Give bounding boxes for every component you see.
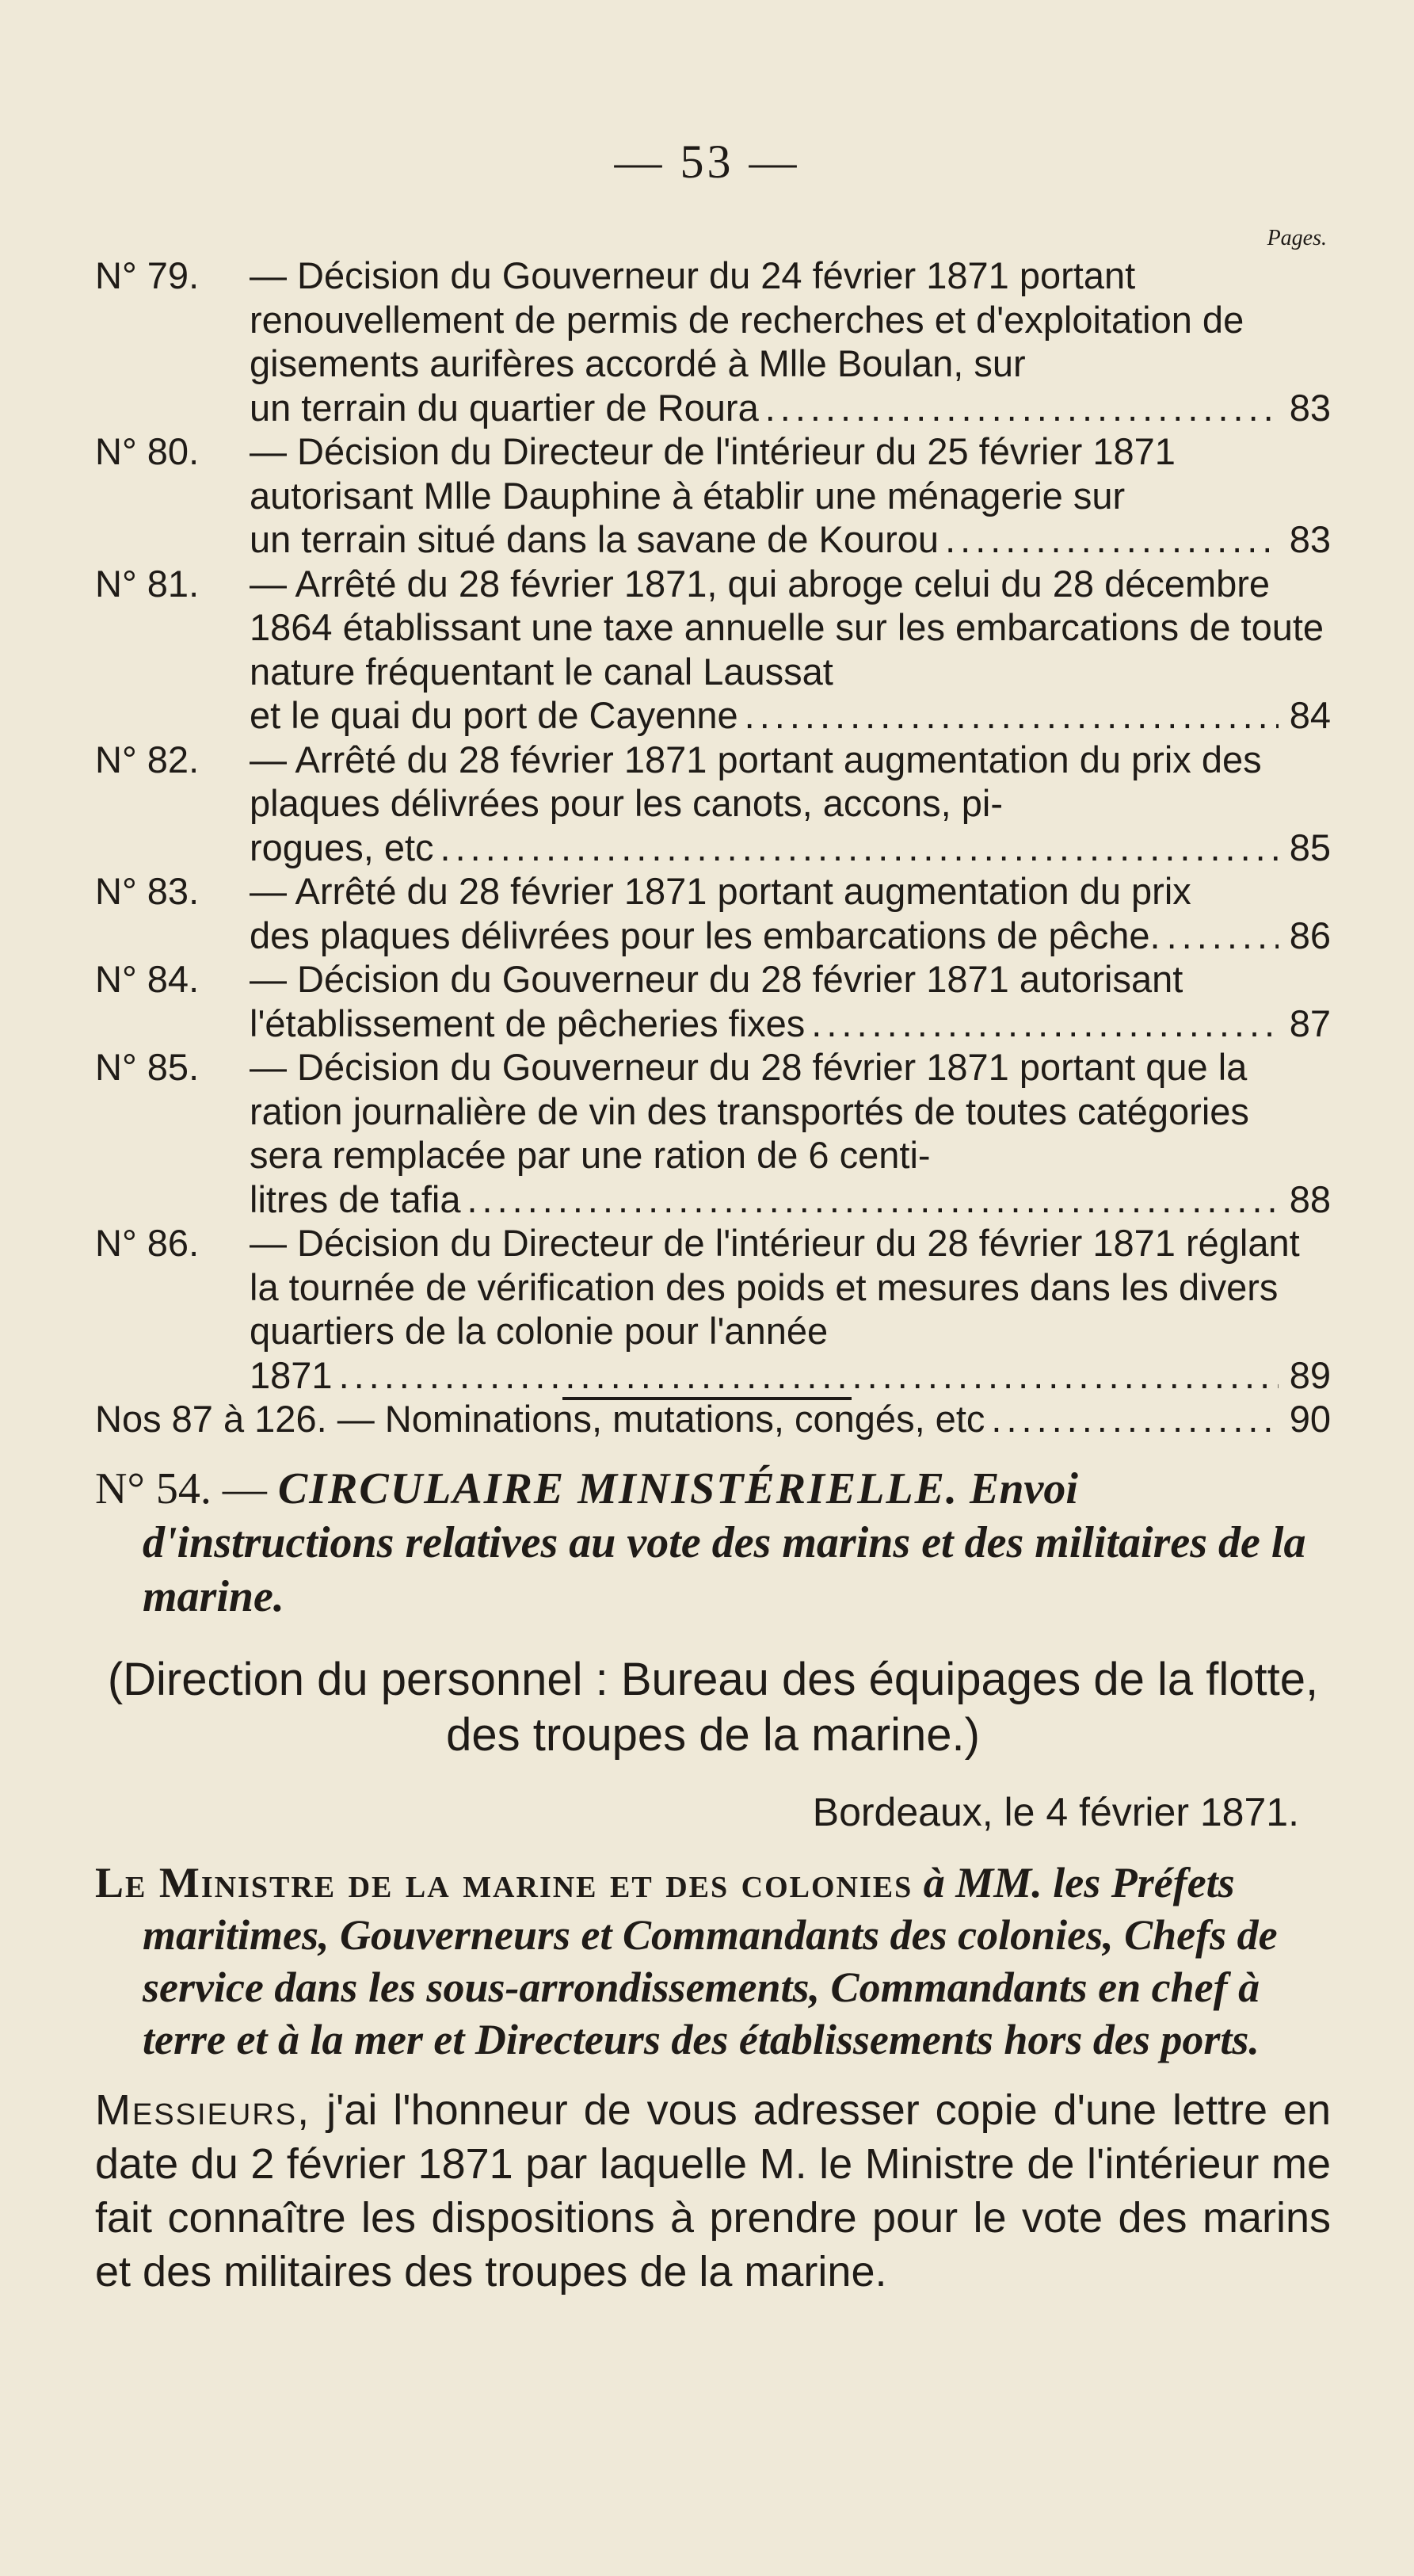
entry-number: N° 84. <box>95 958 200 1000</box>
dot-leader <box>440 826 1279 870</box>
circular-title-rest: Envoi d'instructions relatives au vote des marins et des militaires de la marine. <box>143 1464 1306 1621</box>
dot-leader <box>765 386 1279 430</box>
address-recipients: à MM. les Préfets maritimes, Gouverneurs et Commandants des colonies, Chefs de service dans les sous-arrondissements, Commandants en chef à terre et à la mer et Directeurs des établissements hors des ports. <box>143 1859 1278 2063</box>
section-divider <box>562 1397 852 1400</box>
circular-title <box>95 1462 1331 1624</box>
toc-entry <box>95 429 1331 562</box>
dot-leader <box>745 693 1279 738</box>
entry-number: N° 82. <box>95 738 200 780</box>
toc-entry <box>95 254 1331 429</box>
circular-title-caps: CIRCULAIRE MINISTÉRIELLE. <box>277 1464 959 1513</box>
entry-text: — Décision du Directeur de l'intérieur du 28 février 1871 réglant la tournée de vérification des poids et mesures dans les divers quartiers de la colonie pour l'année <box>250 1222 1300 1352</box>
dot-leader <box>467 1177 1279 1222</box>
entry-number: N° 85. <box>95 1046 200 1088</box>
dot-leader <box>339 1353 1279 1398</box>
entry-last-line: un terrain situé dans la savane de Kourou <box>250 518 939 560</box>
address-block <box>95 1857 1331 2066</box>
entry-last-line: rogues, etc <box>250 826 434 868</box>
salutation: Messieurs, <box>95 2086 311 2134</box>
page-number: — 53 — <box>614 135 800 188</box>
entry-last-line: litres de tafia <box>250 1177 461 1220</box>
dateline: Bordeaux, le 4 février 1871. <box>812 1790 1299 1834</box>
toc-entry <box>95 957 1331 1045</box>
toc-entry <box>95 738 1331 870</box>
entry-text: — Décision du Gouverneur du 28 février 1871 portant que la ration journalière de vin des transportés de toutes catégories sera remplacée par une ration de 6 centi- <box>250 1046 1249 1176</box>
entry-last-line: — Nominations, mutations, congés, etc <box>337 1398 985 1440</box>
entry-page-ref: 83 <box>1289 386 1331 429</box>
entry-text: — Décision du Directeur de l'intérieur du 25 février 1871 autorisant Mlle Dauphine à établir une ménagerie sur <box>250 430 1176 517</box>
entry-number: Nos 87 à 126. <box>95 1398 327 1440</box>
pages-column-label: Pages. <box>1267 226 1327 250</box>
toc-entry <box>95 562 1331 738</box>
dot-leader <box>1167 914 1279 958</box>
dot-leader <box>811 1002 1279 1046</box>
toc-entry <box>95 1221 1331 1397</box>
entry-page-ref: 85 <box>1289 826 1331 868</box>
entry-page-ref: 89 <box>1289 1353 1331 1396</box>
entry-number: N° 83. <box>95 870 200 912</box>
entry-last-line: des plaques délivrées pour les embarcations de pêche. <box>250 914 1161 956</box>
entry-last-line: 1871 <box>250 1353 333 1396</box>
entry-page-ref: 90 <box>1289 1398 1331 1440</box>
entry-text: — Arrêté du 28 février 1871 portant augmentation du prix <box>250 870 1191 912</box>
dot-leader <box>991 1397 1279 1441</box>
entry-number: N° 86. <box>95 1222 200 1264</box>
entry-last-line: l'établissement de pêcheries fixes <box>250 1002 806 1044</box>
toc-entry <box>95 1045 1331 1221</box>
table-of-contents <box>95 254 1331 1441</box>
circular-number: N° 54. — <box>95 1464 267 1513</box>
circular-section <box>95 1462 1331 2299</box>
toc-entry <box>95 1397 1331 1441</box>
direction-note: (Direction du personnel : Bureau des équipages de la flotte, des troupes de la marine.) <box>107 1654 1319 1761</box>
entry-page-ref: 88 <box>1289 1177 1331 1220</box>
entry-number: N° 79. <box>95 254 200 296</box>
entry-last-line: un terrain du quartier de Roura <box>250 386 759 429</box>
entry-page-ref: 84 <box>1289 694 1331 736</box>
address-sender: Le Ministre de la marine et des colonies <box>95 1859 913 1906</box>
entry-page-ref: 83 <box>1289 518 1331 560</box>
entry-page-ref: 86 <box>1289 914 1331 956</box>
entry-number: N° 81. <box>95 562 200 605</box>
entry-text: — Arrêté du 28 février 1871, qui abroge celui du 28 décembre 1864 établissant une taxe annuelle sur les embarcations de toute nature fréquentant le canal Laussat <box>250 562 1324 693</box>
entry-last-line: et le quai du port de Cayenne <box>250 694 738 736</box>
entry-text: — Décision du Gouverneur du 28 février 1871 autorisant <box>250 958 1183 1000</box>
entry-text: — Arrêté du 28 février 1871 portant augmentation du prix des plaques délivrées pour les canots, accons, pi- <box>250 738 1262 824</box>
entry-number: N° 80. <box>95 430 200 472</box>
entry-page-ref: 87 <box>1289 1002 1331 1044</box>
entry-text: — Décision du Gouverneur du 24 février 1871 portant renouvellement de permis de recherches et d'exploitation de gisements aurifères accordé à Mlle Boulan, sur <box>250 254 1244 384</box>
dot-leader <box>945 517 1279 562</box>
toc-entry <box>95 869 1331 957</box>
body-text: j'ai l'honneur de vous adresser copie d'une lettre en date du 2 février 1871 par laquelle M. le Ministre de l'intérieur me fait connaître les dispositions à prendre pour le vote des marins et des militaires des troupes de la marine. <box>95 2086 1331 2296</box>
letter-body <box>95 2083 1331 2299</box>
